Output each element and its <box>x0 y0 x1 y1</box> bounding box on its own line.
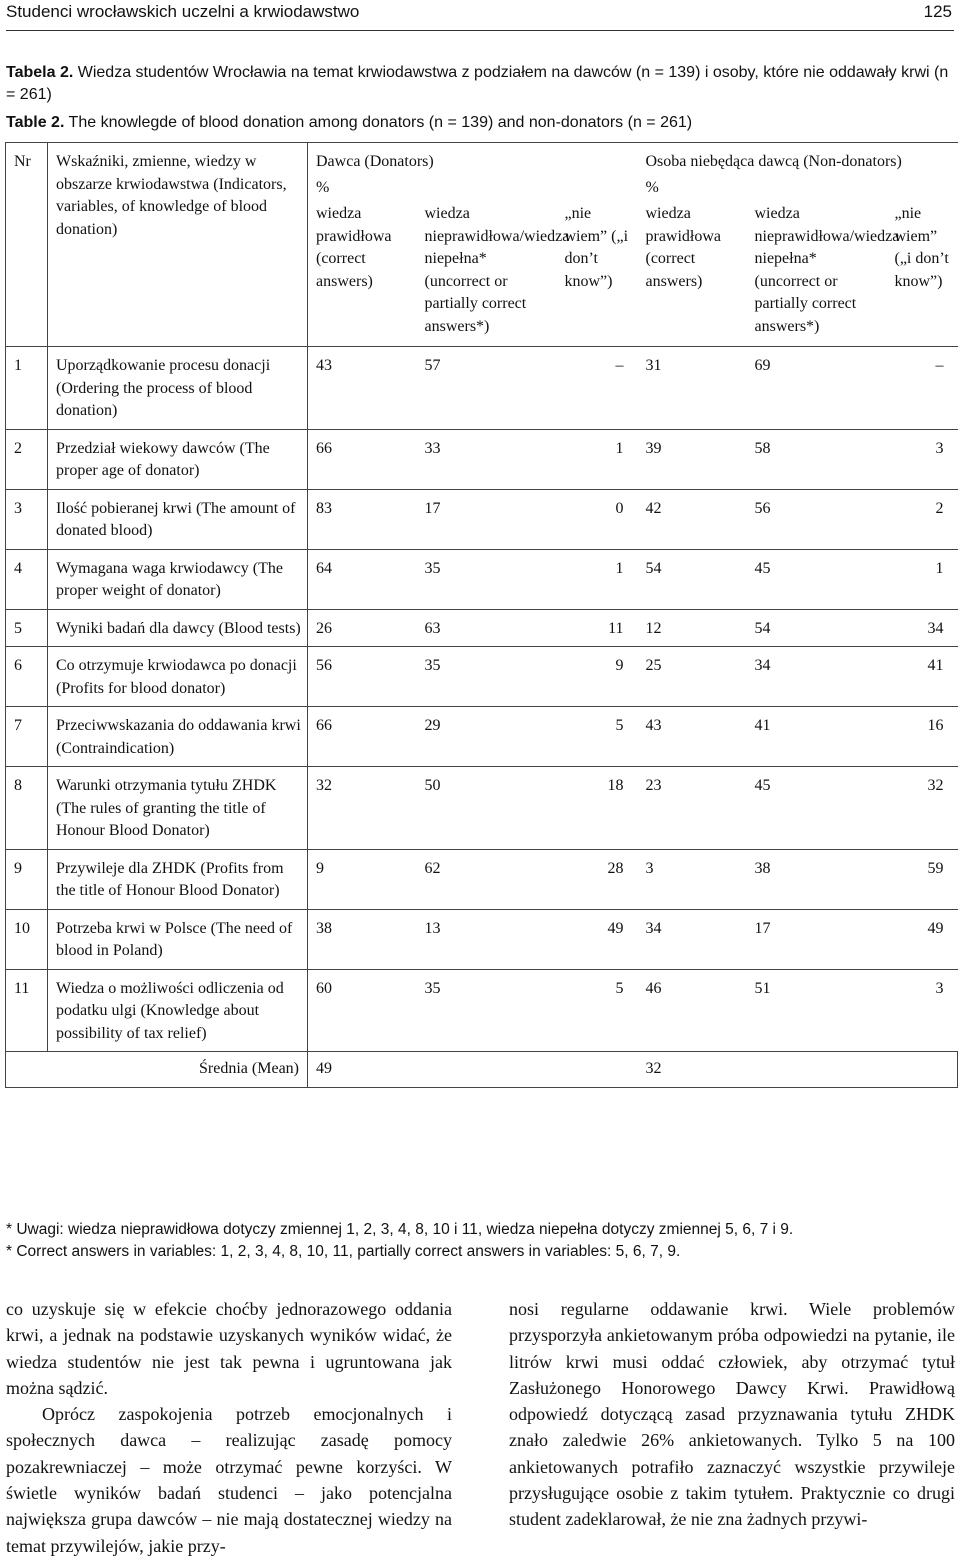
nondonors-correct-cell: 46 <box>638 969 747 1052</box>
left-paragraph-2: Oprócz zaspokojenia potrzeb emocjonalnych i społecznych dawca – realizując zasadę pomocy pozakrewniaczej – może otrzymać pewne korzyści. W świetle wyników badań studenci – jako potencjalna największa grupa dawców – nie mają dostatecznej wiedzy na temat przywilejów, jakie przy- <box>6 1404 452 1556</box>
donors-correct-cell: 32 <box>308 767 417 850</box>
caption-pl-label: Tabela 2. <box>6 64 74 81</box>
body-left-column <box>6 1296 452 1559</box>
nondonors-incorrect-cell: 45 <box>747 549 887 609</box>
donors-incorrect-cell: 35 <box>417 969 557 1052</box>
right-paragraph-1: nosi regularne oddawanie krwi. Wiele problemów przysporzyła ankietowanym próba odpowiedzi na pytanie, ile litrów krwi musi oddać człowiek, aby otrzymać tytuł Zasłużonego Honorowego Dawcy Krwi. Prawidłową odpowiedź dotyczącą zasad przyznawania tytułu ZHDK znało zaledwie 26% ankietowanych. Tylko 5 na 100 ankietowanych potrafiło zaznaczyć wszystkie przywileje przysługujące osobie z takim tytułem. Praktycznie co drugi student zadeklarował, że nie zna żadnych przywi- <box>509 1299 955 1530</box>
row-nr: 1 <box>6 347 48 430</box>
donors-dontknow-cell: 0 <box>557 489 638 549</box>
donors-correct-cell: 38 <box>308 909 417 969</box>
nondonors-correct-cell: 31 <box>638 347 747 430</box>
donors-incorrect-cell: 62 <box>417 849 557 909</box>
nondonors-dontknow-cell: 1 <box>887 549 958 609</box>
table-row <box>6 549 958 609</box>
nondonors-correct-cell: 12 <box>638 609 747 647</box>
donors-correct-cell: 60 <box>308 969 417 1052</box>
donors-dontknow-cell: 11 <box>557 609 638 647</box>
donors-incorrect-header: wiedza nieprawidłowa/wiedza niepełna* (uncorrect or partially correct answers*) <box>417 199 557 347</box>
donors-incorrect-cell: 35 <box>417 647 557 707</box>
table-row <box>6 849 958 909</box>
row-label: Wiedza o możliwości odliczenia od podatku ulgi (Knowledge about possibility of tax relief) <box>48 969 308 1052</box>
nondonors-incorrect-cell: 41 <box>747 707 887 767</box>
running-title: Studenci wrocławskich uczelni a krwiodawstwo <box>6 2 360 21</box>
nondonors-incorrect-header: wiedza nieprawidłowa/wiedza niepełna* (uncorrect or partially correct answers*) <box>747 199 887 347</box>
table-row <box>6 647 958 707</box>
donors-dontknow-cell: 5 <box>557 969 638 1052</box>
table-row <box>6 609 958 647</box>
group-donors-header: Dawca (Donators) <box>308 143 638 174</box>
nondonors-dontknow-cell: 59 <box>887 849 958 909</box>
nondonors-dontknow-cell: 2 <box>887 489 958 549</box>
row-nr: 11 <box>6 969 48 1052</box>
nondonors-correct-cell: 23 <box>638 767 747 850</box>
row-nr: 2 <box>6 429 48 489</box>
donors-correct-header: wiedza prawidłowa (correct answers) <box>308 199 417 347</box>
body-right-column <box>509 1296 955 1533</box>
nondonors-dontknow-cell: 49 <box>887 909 958 969</box>
nondonors-incorrect-cell: 51 <box>747 969 887 1052</box>
donors-correct-cell: 56 <box>308 647 417 707</box>
mean-label: Średnia (Mean) <box>6 1052 308 1088</box>
nondonors-incorrect-cell: 56 <box>747 489 887 549</box>
nondonors-incorrect-cell: 54 <box>747 609 887 647</box>
row-label: Przeciwwskazania do oddawania krwi (Contraindication) <box>48 707 308 767</box>
nondonors-dontknow-cell: 3 <box>887 969 958 1052</box>
donors-dontknow-cell: 1 <box>557 549 638 609</box>
page-number: 125 <box>923 2 952 21</box>
donors-incorrect-cell: 57 <box>417 347 557 430</box>
row-label: Uporządkowanie procesu donacji (Ordering the process of blood donation) <box>48 347 308 430</box>
mean-row <box>6 1052 958 1088</box>
donors-dontknow-cell: 49 <box>557 909 638 969</box>
caption-en-text: The knowlegde of blood donation among donators (n = 139) and non-donators (n = 261) <box>68 114 693 131</box>
mean-donors: 49 <box>308 1052 638 1088</box>
donors-correct-cell: 43 <box>308 347 417 430</box>
nondonors-correct-cell: 42 <box>638 489 747 549</box>
caption-en-label: Table 2. <box>6 114 65 131</box>
table-row <box>6 429 958 489</box>
donors-dontknow-cell: 5 <box>557 707 638 767</box>
donors-correct-cell: 26 <box>308 609 417 647</box>
nondonors-correct-cell: 34 <box>638 909 747 969</box>
caption-pl-text: Wiedza studentów Wrocławia na temat krwiodawstwa z podziałem na dawców (n = 139) i osoby, które nie oddawały krwi (n = 261) <box>6 64 949 103</box>
nondonors-incorrect-cell: 38 <box>747 849 887 909</box>
nondonors-correct-cell: 3 <box>638 849 747 909</box>
nondonors-incorrect-cell: 69 <box>747 347 887 430</box>
nondonors-correct-cell: 25 <box>638 647 747 707</box>
nondonors-dontknow-cell: 16 <box>887 707 958 767</box>
footnote-pl: * Uwagi: wiedza nieprawidłowa dotyczy zmiennej 1, 2, 3, 4, 8, 10 i 11, wiedza niepełna dotyczy zmiennej 5, 6, 7 i 9. <box>6 1221 794 1238</box>
header-row-groups <box>6 143 958 174</box>
col-indicators-header: Wskaźniki, zmienne, wiedzy w obszarze krwiodawstwa (Indicators, variables, of knowledge of blood donation) <box>48 143 308 347</box>
row-nr: 10 <box>6 909 48 969</box>
row-label: Przywileje dla ZHDK (Profits from the title of Honour Blood Donator) <box>48 849 308 909</box>
row-nr: 4 <box>6 549 48 609</box>
donors-correct-cell: 66 <box>308 707 417 767</box>
row-label: Potrzeba krwi w Polsce (The need of blood in Poland) <box>48 909 308 969</box>
nondonors-dontknow-header: „nie wiem” („i don’t know”) <box>887 199 958 347</box>
donors-incorrect-cell: 33 <box>417 429 557 489</box>
nondonors-incorrect-cell: 45 <box>747 767 887 850</box>
running-header <box>6 0 954 31</box>
donors-dontknow-cell: 9 <box>557 647 638 707</box>
row-label: Wyniki badań dla dawcy (Blood tests) <box>48 609 308 647</box>
table-row <box>6 909 958 969</box>
donors-incorrect-cell: 35 <box>417 549 557 609</box>
nondonors-correct-cell: 43 <box>638 707 747 767</box>
row-nr: 8 <box>6 767 48 850</box>
group-nondonors-header: Osoba niebędąca dawcą (Non-donators) <box>638 143 958 174</box>
row-label: Wymagana waga krwiodawcy (The proper weight of donator) <box>48 549 308 609</box>
nondonors-correct-cell: 54 <box>638 549 747 609</box>
donors-dontknow-cell: 28 <box>557 849 638 909</box>
row-label: Warunki otrzymania tytułu ZHDK (The rules of granting the title of Honour Blood Donator) <box>48 767 308 850</box>
donors-incorrect-cell: 63 <box>417 609 557 647</box>
donors-pct-label: % <box>316 178 330 196</box>
nondonors-dontknow-cell: 32 <box>887 767 958 850</box>
row-label: Co otrzymuje krwiodawca po donacji (Profits for blood donator) <box>48 647 308 707</box>
mean-nondonors: 32 <box>638 1052 958 1088</box>
donors-correct-cell: 9 <box>308 849 417 909</box>
row-nr: 9 <box>6 849 48 909</box>
row-nr: 7 <box>6 707 48 767</box>
donors-dontknow-cell: – <box>557 347 638 430</box>
donors-correct-cell: 66 <box>308 429 417 489</box>
nondonors-dontknow-cell: 34 <box>887 609 958 647</box>
nondonors-correct-cell: 39 <box>638 429 747 489</box>
row-nr: 6 <box>6 647 48 707</box>
nondonors-dontknow-cell: 3 <box>887 429 958 489</box>
donors-dontknow-cell: 18 <box>557 767 638 850</box>
nondonors-dontknow-cell: – <box>887 347 958 430</box>
nondonors-incorrect-cell: 34 <box>747 647 887 707</box>
donors-dontknow-cell: 1 <box>557 429 638 489</box>
table-row <box>6 347 958 430</box>
footnote-en: * Correct answers in variables: 1, 2, 3, 4, 8, 10, 11, partially correct answers in variables: 5, 6, 7, 9. <box>6 1243 681 1260</box>
table-caption-en <box>6 112 954 134</box>
donors-dontknow-header: „nie wiem” („i don’t know”) <box>557 199 638 347</box>
nondonors-dontknow-cell: 41 <box>887 647 958 707</box>
col-nr-header: Nr <box>6 143 48 347</box>
donors-incorrect-cell: 17 <box>417 489 557 549</box>
donors-incorrect-cell: 50 <box>417 767 557 850</box>
nondonors-incorrect-cell: 58 <box>747 429 887 489</box>
nondonors-incorrect-cell: 17 <box>747 909 887 969</box>
table-caption-pl <box>6 62 954 106</box>
row-label: Ilość pobieranej krwi (The amount of donated blood) <box>48 489 308 549</box>
left-paragraph-1: co uzyskuje się w efekcie choćby jednorazowego oddania krwi, a jednak na podstawie uzyskanych wyników widać, że wiedza studentów nie jest tak pewna i ugruntowana jak można sądzić. <box>6 1299 452 1398</box>
donors-correct-cell: 64 <box>308 549 417 609</box>
row-nr: 3 <box>6 489 48 549</box>
table-row <box>6 969 958 1052</box>
donors-incorrect-cell: 13 <box>417 909 557 969</box>
donors-incorrect-cell: 29 <box>417 707 557 767</box>
row-nr: 5 <box>6 609 48 647</box>
row-label: Przedział wiekowy dawców (The proper age of donator) <box>48 429 308 489</box>
donors-correct-cell: 83 <box>308 489 417 549</box>
table-row <box>6 489 958 549</box>
table-row <box>6 767 958 850</box>
knowledge-table <box>5 142 958 1088</box>
nondonors-correct-header: wiedza prawidłowa (correct answers) <box>638 199 747 347</box>
table-row <box>6 707 958 767</box>
nondonors-pct-label: % <box>645 178 659 196</box>
